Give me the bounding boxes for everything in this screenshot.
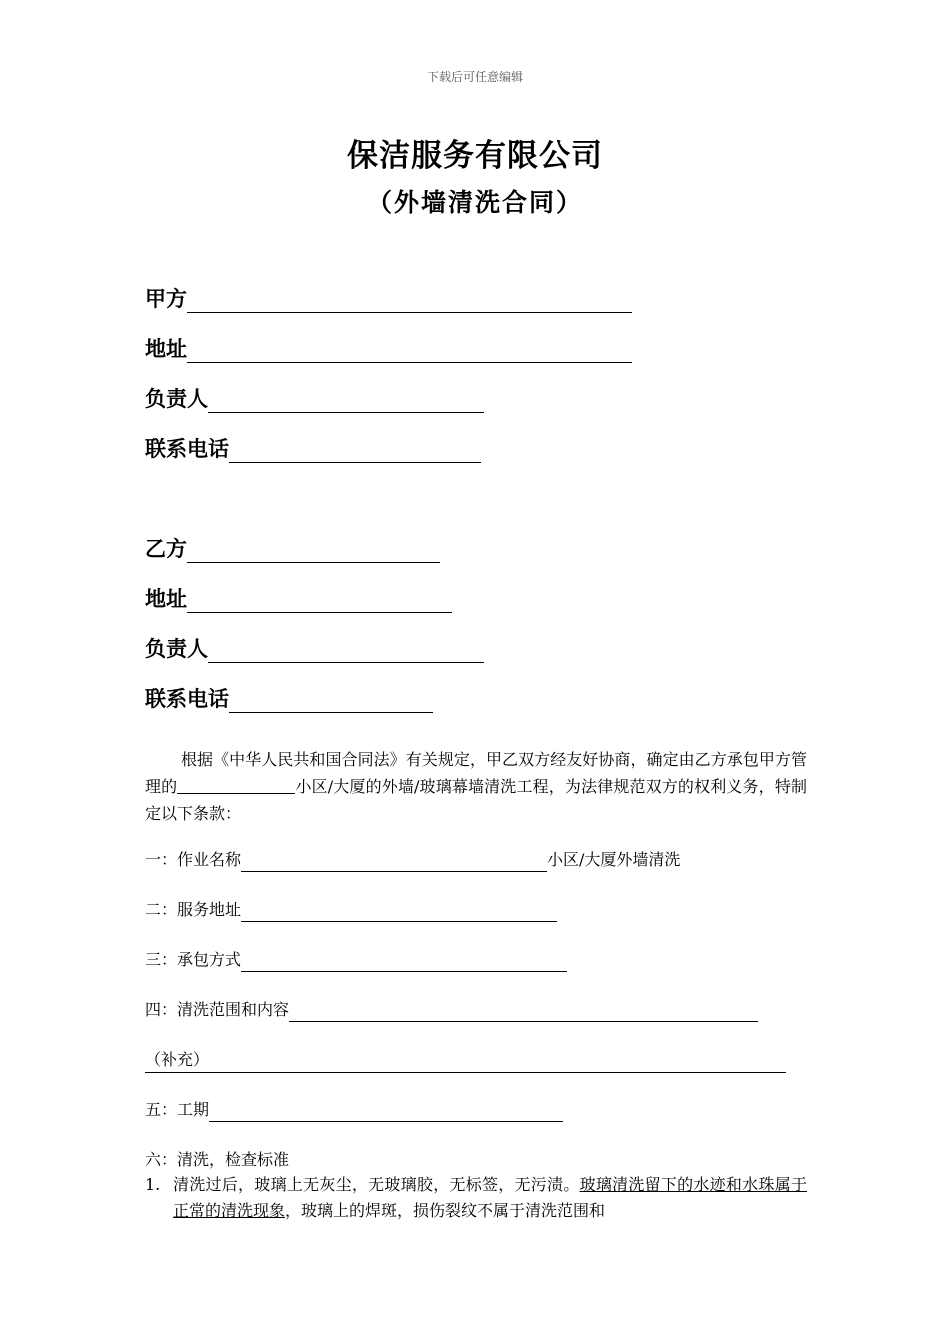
standard-item-1 [145, 1172, 807, 1224]
party-b-contact-row [145, 635, 484, 663]
party-b-contact-blank[interactable] [208, 640, 484, 663]
party-b-phone-blank[interactable] [229, 690, 433, 713]
intro-text-part2: 小区/大厦的外墙/玻璃幕墙清洗工程，为法律规范双方的权利义务，特制定以下条款： [145, 777, 807, 823]
clause-6-row [145, 1148, 289, 1172]
party-b-name-label: 乙方 [145, 537, 187, 561]
intro-blank[interactable] [177, 777, 295, 794]
party-a-phone-label: 联系电话 [145, 437, 229, 461]
clause-4-blank[interactable] [289, 1003, 758, 1022]
clause-2-row [145, 898, 557, 922]
clause-3-blank[interactable] [241, 953, 567, 972]
party-a-contact-blank[interactable] [208, 390, 484, 413]
party-b-phone-row [145, 685, 433, 713]
party-a-address-blank[interactable] [187, 340, 632, 363]
clause-3-label: 三：承包方式 [145, 950, 242, 969]
party-b-address-label: 地址 [145, 587, 187, 611]
party-a-contact-label: 负责人 [145, 387, 208, 411]
party-a-phone-blank[interactable] [229, 440, 481, 463]
standard-item-1-number: 1. [145, 1175, 161, 1194]
clause-4-supplement-label: （补充） [145, 1050, 210, 1069]
document-subtitle: （外墙清洗合同） [366, 188, 583, 217]
header-note: 下载后可任意编辑 [426, 70, 523, 84]
party-a-name-label: 甲方 [145, 287, 187, 311]
clause-1-row [145, 848, 680, 872]
standard-item-1-text-b: ，玻璃上的焊斑，损伤裂纹不属于清洗范围和 [285, 1201, 606, 1220]
party-b-address-row [145, 585, 452, 613]
party-b-address-blank[interactable] [187, 590, 452, 613]
clause-4-row [145, 998, 758, 1022]
party-b-name-blank[interactable] [187, 540, 440, 563]
clause-4-supplement-row[interactable] [145, 1048, 786, 1073]
party-b-phone-label: 联系电话 [145, 687, 229, 711]
party-b-name-row [145, 535, 440, 563]
party-a-address-row [145, 335, 632, 363]
clause-1-blank[interactable] [241, 853, 547, 872]
standard-item-1-text-underlined: 玻璃清洗留下的水迹和水珠属于正常的清洗现象 [173, 1175, 807, 1220]
party-a-name-row [145, 285, 632, 313]
party-a-phone-row [145, 435, 481, 463]
clause-5-blank[interactable] [209, 1103, 563, 1122]
party-b-contact-label: 负责人 [145, 637, 208, 661]
party-a-name-blank[interactable] [187, 290, 632, 313]
clause-6-label: 六：清洗，检查标准 [145, 1150, 290, 1169]
clause-4-label: 四：清洗范围和内容 [145, 1000, 290, 1019]
clause-2-label: 二：服务地址 [145, 900, 242, 919]
party-a-contact-row [145, 385, 484, 413]
clause-5-label: 五：工期 [145, 1100, 210, 1119]
standard-item-1-text-a: 清洗过后，玻璃上无灰尘，无玻璃胶，无标签，无污渍。 [173, 1175, 580, 1194]
party-a-address-label: 地址 [145, 337, 187, 361]
clause-5-row [145, 1098, 563, 1122]
intro-text-part1: 根据《中华人民共和国合同法》有关规定，甲乙双方经友好协商，确定由乙方承包甲方管理的 [145, 750, 807, 796]
intro-paragraph [145, 746, 807, 827]
clause-1-suffix: 小区/大厦外墙清洗 [547, 850, 681, 869]
clause-3-row [145, 948, 567, 972]
clause-2-blank[interactable] [241, 903, 557, 922]
clause-1-label: 一：作业名称 [145, 850, 242, 869]
document-title: 保洁服务有限公司 [347, 138, 603, 174]
